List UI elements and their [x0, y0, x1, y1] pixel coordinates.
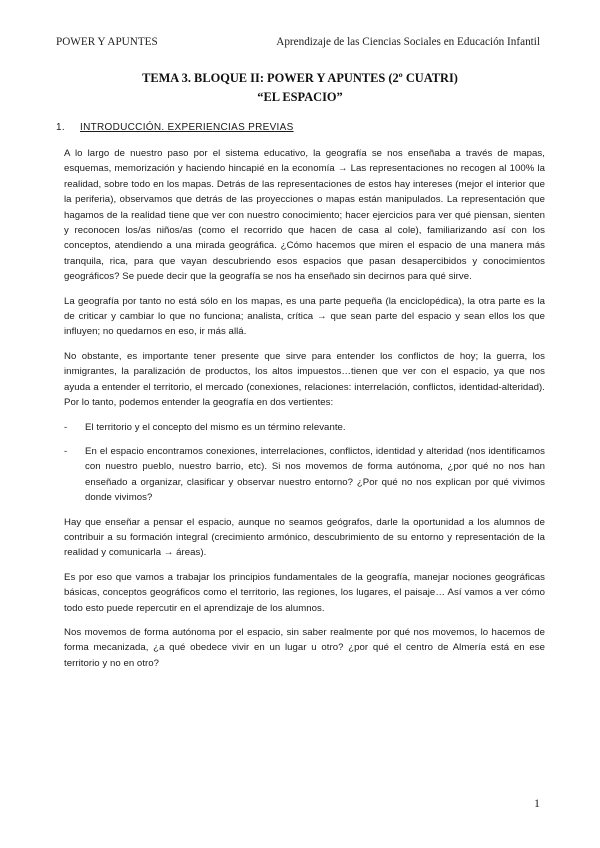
paragraph-4: Hay que enseñar a pensar el espacio, aunque no seamos geógrafos, darle la oportunidad a los alumnos de contribuir a su formación integral (crecimiento armónico, descubrimiento de su entorno y representación de la realidad y comunicarla → áreas).: [64, 516, 545, 559]
running-header: [56, 36, 540, 48]
bullet-marker: -: [64, 421, 68, 433]
bullet-marker: -: [64, 445, 68, 457]
header-right: Aprendizaje de las Ciencias Sociales en Educación Infantil: [276, 36, 540, 48]
bullet-item-2: [64, 444, 545, 506]
bullet-item-1: [64, 420, 545, 435]
bullet-text-2: En el espacio encontramos conexiones, interrelaciones, conflictos, identidad y alteridad (nos identificamos con nuestro pueblo, nuestro barrio, etc). Si nos movemos de forma autónoma, ¿por qué no nos han enseñado a organizar, clasificar y observar nuestro entorno? ¿Por qué no nos explican por qué vivimos donde vivimos?: [85, 445, 545, 504]
section-number: 1.: [56, 122, 65, 133]
section-heading: [56, 122, 294, 133]
bullet-list: [64, 420, 545, 506]
header-left: POWER Y APUNTES: [56, 36, 158, 48]
title-line-2: “EL ESPACIO”: [257, 90, 343, 104]
paragraph-2: La geografía por tanto no está sólo en los mapas, es una parte pequeña (la enciclopédica), la otra parte es la de criticar y cambiar lo que no funciona; analista, crítica → que sean parte del espacio y sean ellos los que influyen; no quedarnos en eso, ir más allá.: [64, 295, 545, 338]
paragraph-1: A lo largo de nuestro paso por el sistema educativo, la geografía se nos enseñaba a través de mapas, esquemas, memorización y haciendo hincapié en la economía → Las representaciones no recogen al 100% la realidad, sobre todo en los mapas. Detrás de las representaciones de estos hay intereses (mejor el interior que la periferia), observamos que detrás de las proyecciones o mapas están manipulados. La representación que hagamos de la realidad tiene que ver con nuestro conocimiento; hacer ejercicios para ver qué piensan, sienten y reconocen los/as niños/as (como el recorrido que hacen de casa al cole), familiarizando así con los conceptos, atendiendo a una mirada geográfica. ¿Cómo hacemos que miren el espacio de una manera más tranquila, rica, para que vayan descubriendo esos espacios que pasan desapercibidos y conocimientos geográficos? Se puede decir que la geografía se nos ha enseñado sin decirnos para qué sirve.: [64, 148, 545, 283]
page-number: 1: [534, 796, 540, 810]
paragraph-6: Nos movemos de forma autónoma por el espacio, sin saber realmente por qué nos movemos, lo hacemos de forma mecanizada, ¿a qué obedece vivir en un lugar u otro? ¿por qué el centro de Almería está en ese territorio y no en otro?: [64, 626, 545, 669]
paragraph-3: No obstante, es importante tener presente que sirve para entender los conflictos de hoy; la guerra, los inmigrantes, la paralización de productos, los altos impuestos…tienen que ver con el espacio, ya que nos ayuda a entender el territorio, el mercado (conexiones, relaciones: interrelación, conflictos, identidad-alteridad). Por lo tanto, podemos entender la geografía en dos vertientes:: [64, 350, 545, 409]
body-text: [64, 146, 545, 680]
section-title: INTRODUCCIÓN. EXPERIENCIAS PREVIAS: [80, 122, 294, 133]
document-title: [0, 69, 600, 107]
paragraph-5: Es por eso que vamos a trabajar los principios fundamentales de la geografía, manejar nociones geográficas básicas, conceptos geográficos como el territorio, las regiones, los lugares, el paisaje… Así vamos a ver cómo todo esto puede repercutir en el aprendizaje de los alumnos.: [64, 571, 545, 614]
bullet-text-1: El territorio y el concepto del mismo es un término relevante.: [85, 421, 346, 433]
title-line-1: TEMA 3. BLOQUE II: POWER Y APUNTES (2º CUATRI): [142, 71, 458, 85]
